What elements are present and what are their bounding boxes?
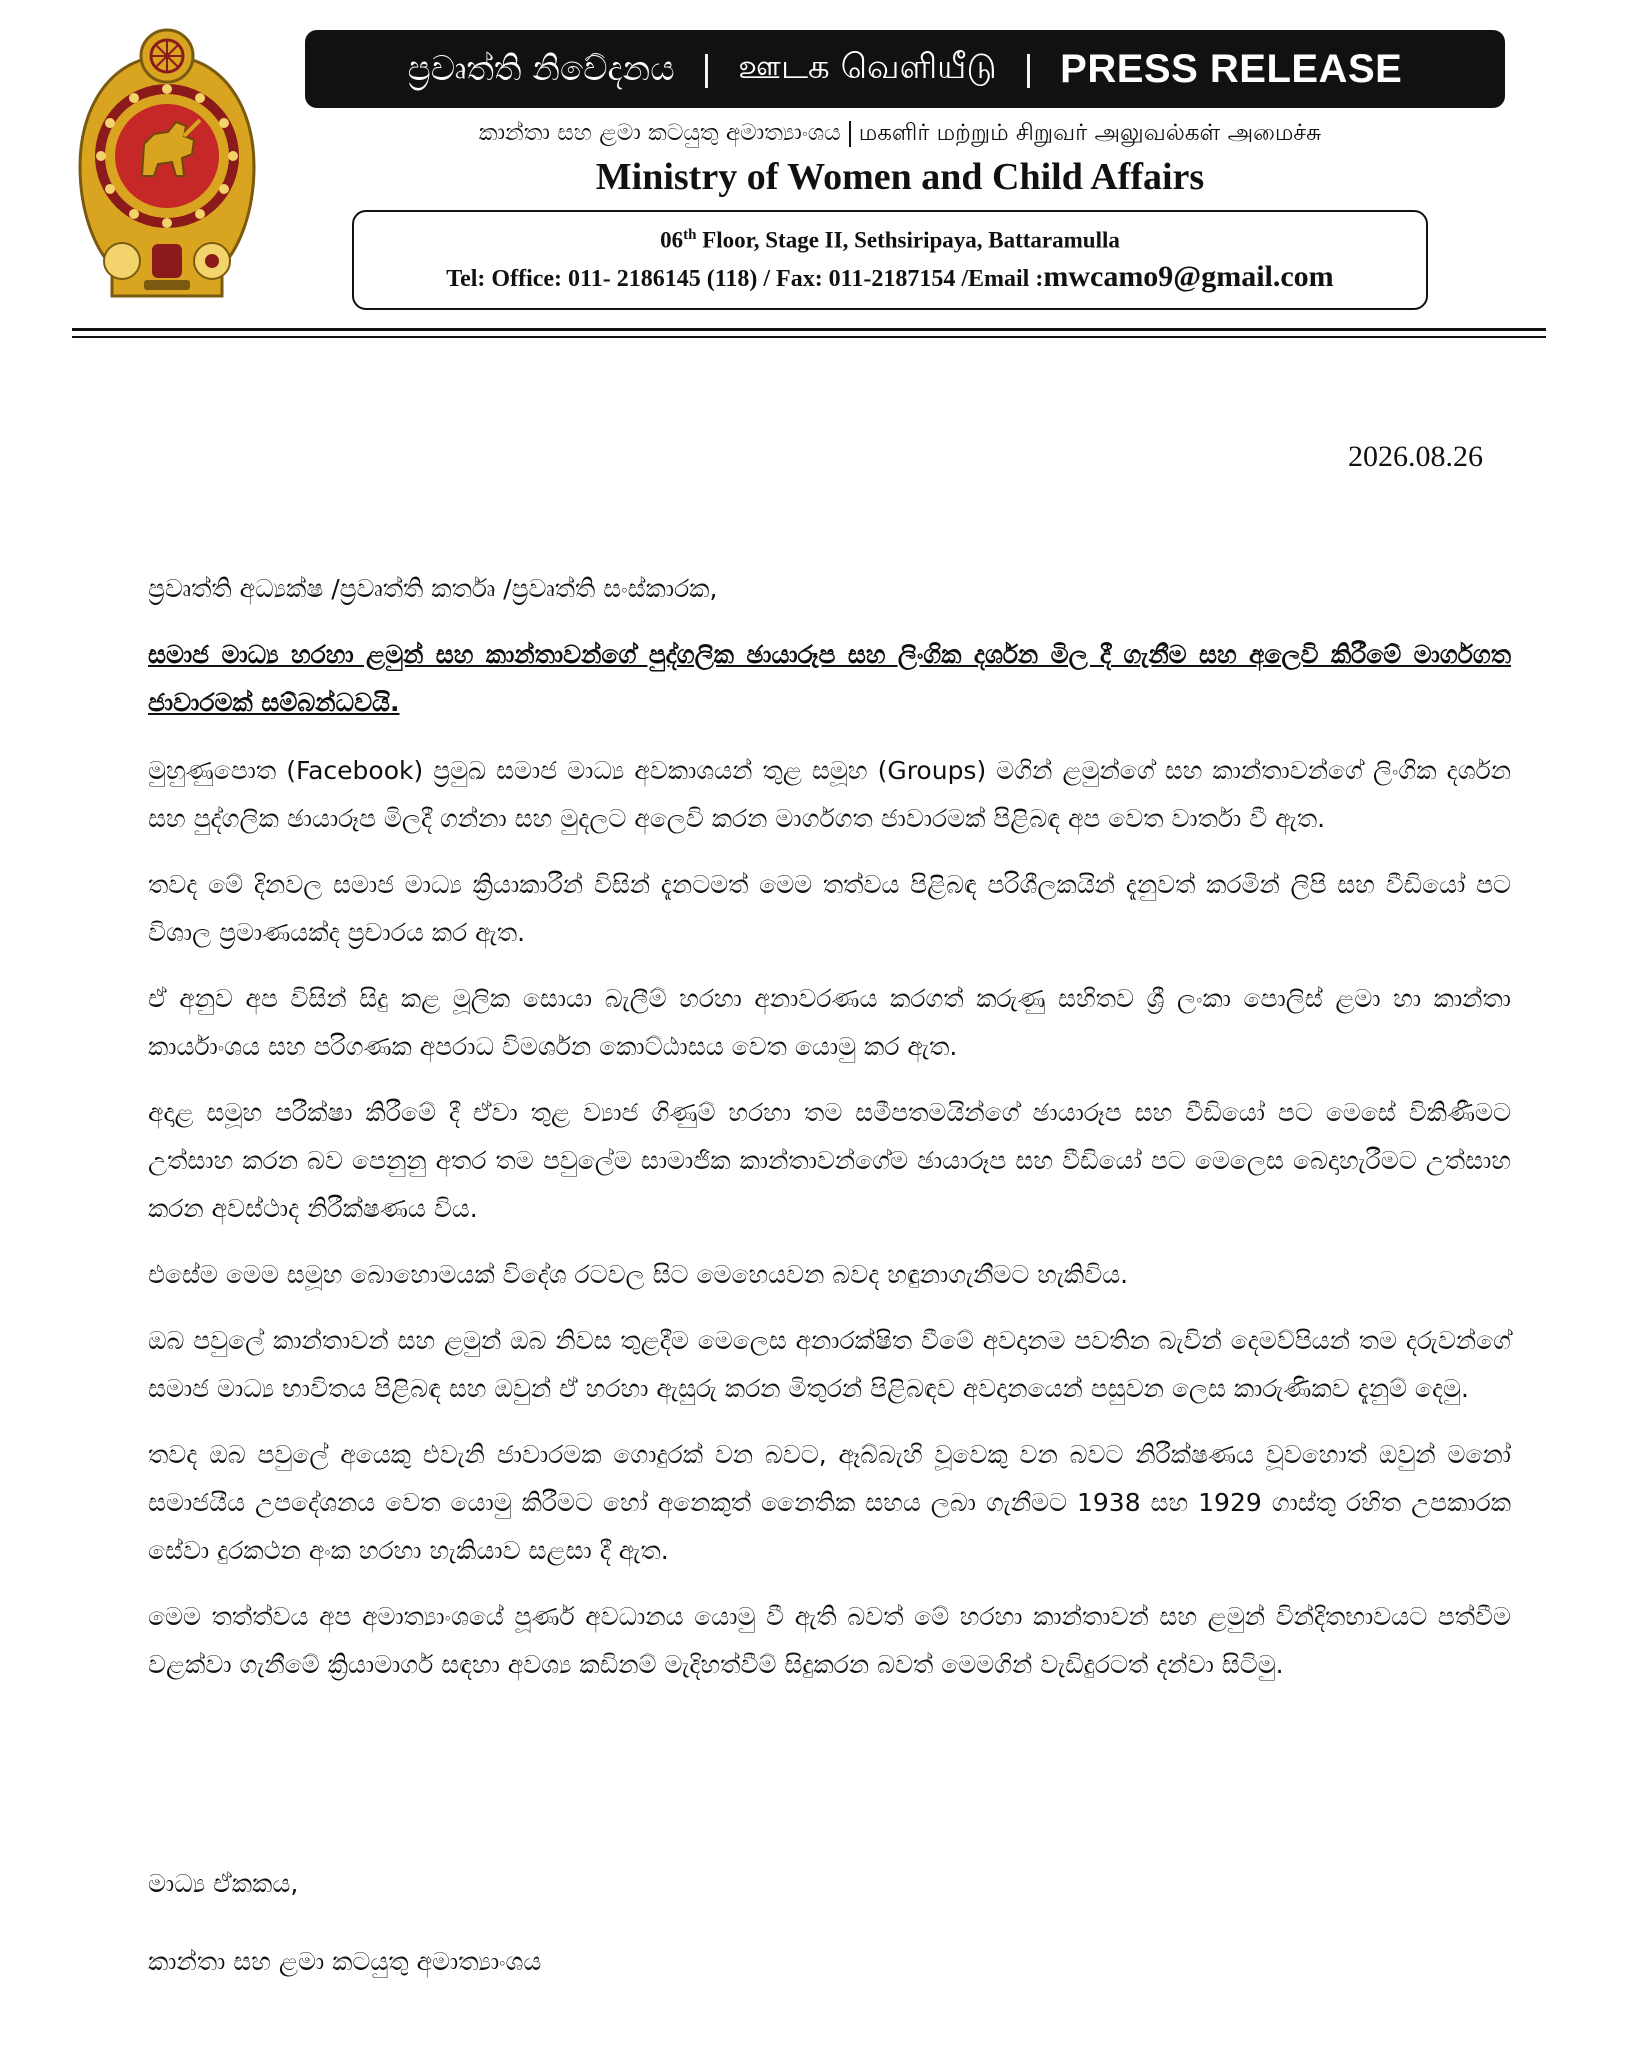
contact-email: mwcamo9@gmail.com (1043, 259, 1334, 293)
salutation: ප්‍රවෘත්ති අධ්‍යක්ෂ /ප්‍රවෘත්ති කර්තෘ /ප්‍රවෘත්ති සංස්කාරක, (148, 574, 718, 603)
banner-title-english: PRESS RELEASE (1060, 46, 1403, 91)
closing-ministry: කාන්තා සහ ළමා කටයුතු අමාත්‍යාංශය (148, 1947, 542, 1976)
ministry-name-local (360, 120, 1440, 149)
banner-separator: | (1022, 49, 1035, 89)
closing-signature (148, 1860, 541, 2016)
body-paragraph: මෙම තත්ත්වය අප අමාත්‍යාංශයේ පූර්ණ අවධානය යොමු වී ඇති බවත් මේ හරහා කාන්තාවන් සහ ළමුන් වින්දිතභාවයට පත්වීම වළක්වා ගැනීමේ ක්‍රියාමාර්ග සඳහා අවශ්‍ය කඩිනම් මැදිහත්වීම් සිදුකරන බවත් මෙමගින් වැඩිදුරටත් දන්වා සිටිමු. (148, 1602, 1511, 1679)
ministry-name-tamil: மகளிர் மற்றும் சிறுவர் அலுவல்கள் அமைச்சு (858, 120, 1322, 146)
header-divider-thick (72, 328, 1546, 331)
ministry-address (354, 227, 1426, 254)
body-paragraph: ඔබ පවුලේ කාන්තාවන් සහ ළමුන් ඔබ නිවස තුළදීම මෙලෙස අනාරක්ෂිත වීමේ අවදානම පවතින බැවින් දෙමව්පියන් තම දරුවන්ගේ සමාජ මාධ්‍ය භාවිතය පිළිබඳ සහ ඔවුන් ඒ හරහා ඇසුරු කරන මිතුරන් පිළිබඳව අවදානයෙන් පසුවන ලෙස කාරුණිකව දැනුම් දෙමු. (148, 1326, 1511, 1403)
document-body (148, 565, 1511, 1689)
banner-separator: | (700, 49, 713, 89)
contact-line (354, 260, 1426, 294)
address-floor-suffix: th (683, 227, 697, 243)
banner-title-tamil: ஊடக வெளியீடு (738, 47, 997, 87)
subject-line: සමාජ මාධ්‍ය හරහා ළමුන් සහ කාන්තාවන්ගේ පුද්ගලික ඡායාරූප සහ ලිංගික දර්ශන මිල දී ගැනීම සහ අලෙවි කිරීමේ මාර්ගගත ජාවාරමක් සම්බන්ධවයි. (148, 640, 1511, 717)
body-paragraph: තවද මේ දිනවල සමාජ මාධ්‍ය ක්‍රියාකාරීන් විසින් දැනටමත් මෙම තත්වය පිළිබඳ පරිශීලකයින් දැනුවත් කරමින් ලිපි සහ වීඩියෝ පට විශාල ප්‍රමාණයක්ද ප්‍රචාරය කර ඇත. (148, 870, 1511, 947)
ministry-name-english: Ministry of Women and Child Affairs (595, 156, 1205, 198)
contact-numbers: Tel: Office: 011- 2186145 (118) / Fax: 011-2187154 /Email : (446, 265, 1044, 292)
body-paragraph: ඒ අනුව අප විසින් සිදු කළ මූලික සොයා බැලීම් හරහා අනාවරණය කරගත් කරුණු සහිතව ශ්‍රී ලංකා පොලිස් ළමා හා කාන්තා කාර්යාංශය සහ පරිගණක අපරාධ විමර්ශන කොට්ඨාසය වෙත යොමු කර ඇත. (148, 984, 1511, 1061)
body-paragraph: එසේම මෙම සමූහ බොහොමයක් විදේශ රටවල සිට මෙහෙයවන බවද හඳුනාගැනීමට හැකිවිය. (148, 1260, 1129, 1289)
ministry-name-sinhala: කාන්තා සහ ළමා කටයුතු අමාත්‍යාංශය (478, 120, 841, 146)
body-paragraph: තවද ඔබ පවුලේ අයෙකු එවැනි ජාවාරමක ගොදුරක් වන බවට, ඈබ්බැහි වූවෙකු වන බවට නිරීක්ෂණය වූවහොත් ඔවුන් මනෝ සමාජයීය උපදේශනය වෙත යොමු කිරීමට හෝ අනෙකුත් නෛතික සහය ලබා ගැනීමට 1938 සහ 1929 ගාස්තු රහිත උපකාරක සේවා දුරකථන අංක හරහා හැකියාව සළසා දී ඇත. (148, 1440, 1511, 1565)
address-rest: Floor, Stage II, Sethsiripaya, Battaramulla (696, 227, 1120, 253)
press-release-banner (305, 30, 1505, 108)
national-emblem-icon (72, 26, 262, 306)
body-paragraph: අදාළ සමූහ පරීක්ෂා කිරීමේ දී ඒවා තුළ ව්‍යාජ ගිණුම් හරහා තම සමීපතමයින්ගේ ඡායාරූප සහ වීඩියෝ පට මෙසේ විකිණීමට උත්සාහ කරන බව පෙනුනු අතර තම පවුලේම සාමාජික කාන්තාවන්ගේම ඡායාරූප සහ වීඩියෝ පට මෙලෙස බෙදාහැරීමට උත්සාහ කරන අවස්ථාද නිරීක්ෂණය විය. (148, 1098, 1511, 1223)
body-paragraph: මුහුණුපොත (Facebook) ප්‍රමුඛ සමාජ මාධ්‍ය අවකාශයන් තුළ සමූහ (Groups) මගින් ළමුන්ගේ සහ කාන්තාවන්ගේ ලිංගික දර්ශන සහ පුද්ගලික ඡායාරූප මිලදී ගන්නා සහ මුදලට අලෙවි කරන මාර්ගගත ජාවාරමක් පිළිබඳ අප වෙත වාර්තා වී ඇත. (148, 756, 1511, 833)
address-floor-number: 06 (660, 227, 684, 253)
banner-title-sinhala: ප්‍රවෘත්ති නිවේදනය (407, 49, 675, 89)
ministry-name-divider (849, 121, 851, 147)
header-divider-thin (72, 336, 1546, 338)
document-date: 2026.08.26 (1348, 440, 1483, 473)
closing-unit: මාධ්‍ය ඒකකය, (148, 1869, 299, 1898)
contact-box (352, 210, 1428, 310)
